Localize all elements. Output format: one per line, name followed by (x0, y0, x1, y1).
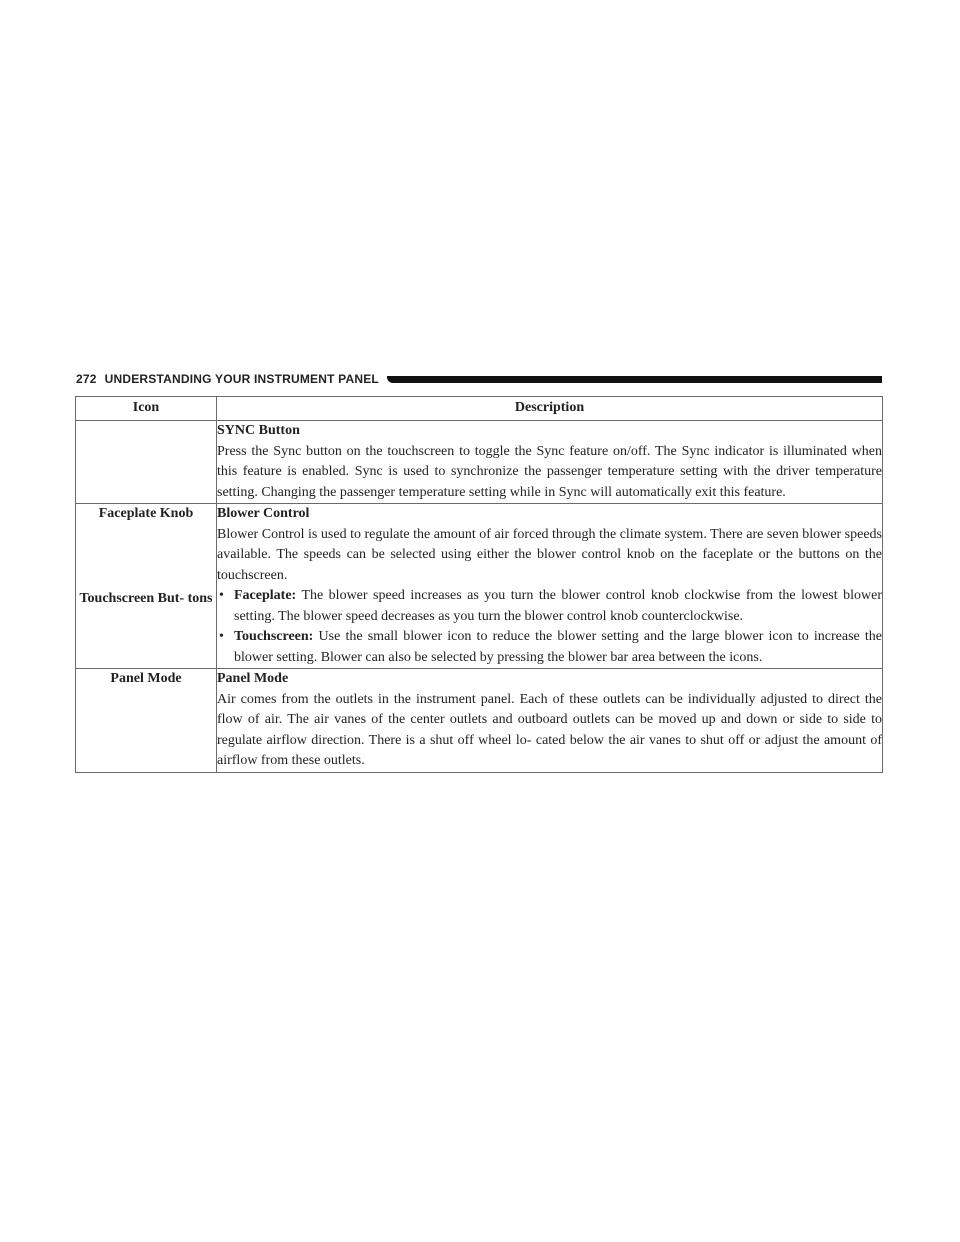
bullet-list (217, 586, 882, 668)
bullet-text: Use the small blower icon to reduce the blower setting and the large blower icon to increase the blower setting. Blower can also be selected by pressing the blower bar area between the icons. (234, 629, 882, 665)
row-description: Air comes from the outlets in the instrument panel. Each of these outlets can be individually adjusted to direct the flow of air. The air vanes of the center outlets and outboard outlets can be moved up and down or side to side to regulate airflow direction. There is a shut off wheel lo- cated below the air vanes to shut off or adjust the amount of airflow from these outlets. (217, 691, 882, 768)
page-number: 272 (76, 372, 97, 386)
description-cell (217, 421, 883, 504)
description-cell (217, 669, 883, 773)
table-row-sync-button (76, 421, 883, 504)
table-row-panel-mode (76, 669, 883, 773)
climate-controls-table (75, 396, 883, 773)
icon-cell (76, 669, 217, 773)
bullet-item-faceplate (217, 586, 882, 627)
bullet-text: The blower speed increases as you turn the blower control knob clockwise from the lowest blower setting. The blower speed decreases as you turn the blower control knob counterclockwise. (234, 588, 882, 624)
row-title: Panel Mode (217, 671, 289, 686)
row-description: Blower Control is used to regulate the amount of air forced through the climate system. There are seven blower speeds available. The speeds can be selected using either the blower control knob on the faceplate or the buttons on the touchscreen. (217, 526, 882, 583)
row-title: Blower Control (217, 506, 310, 521)
table-header-row (76, 397, 883, 421)
icon-label-touchscreen-buttons: Touchscreen But- tons (79, 590, 213, 606)
icon-label-panel-mode: Panel Mode (110, 671, 182, 686)
column-header-description: Description (217, 397, 883, 421)
icon-cell (76, 504, 217, 669)
bullet-item-touchscreen (217, 627, 882, 668)
bullet-term: Touchscreen: (234, 629, 314, 644)
row-description: Press the Sync button on the touchscreen to toggle the Sync feature on/off. The Sync indicator is illuminated when this feature is enabled. Sync is used to synchronize the passenger temperature setting with the driver temperature setting. Changing the passenger temperature setting while in Sync will automatically exit this feature. (217, 443, 882, 500)
icon-cell (76, 421, 217, 504)
section-title: UNDERSTANDING YOUR INSTRUMENT PANEL (104, 372, 379, 386)
table-row-blower-control (76, 504, 883, 669)
page-header (76, 371, 882, 387)
column-header-icon: Icon (76, 397, 217, 421)
bullet-term: Faceplate: (234, 588, 297, 603)
header-rule (387, 376, 882, 383)
row-title: SYNC Button (217, 423, 300, 438)
description-cell (217, 504, 883, 669)
icon-label-faceplate-knob: Faceplate Knob (98, 506, 194, 521)
